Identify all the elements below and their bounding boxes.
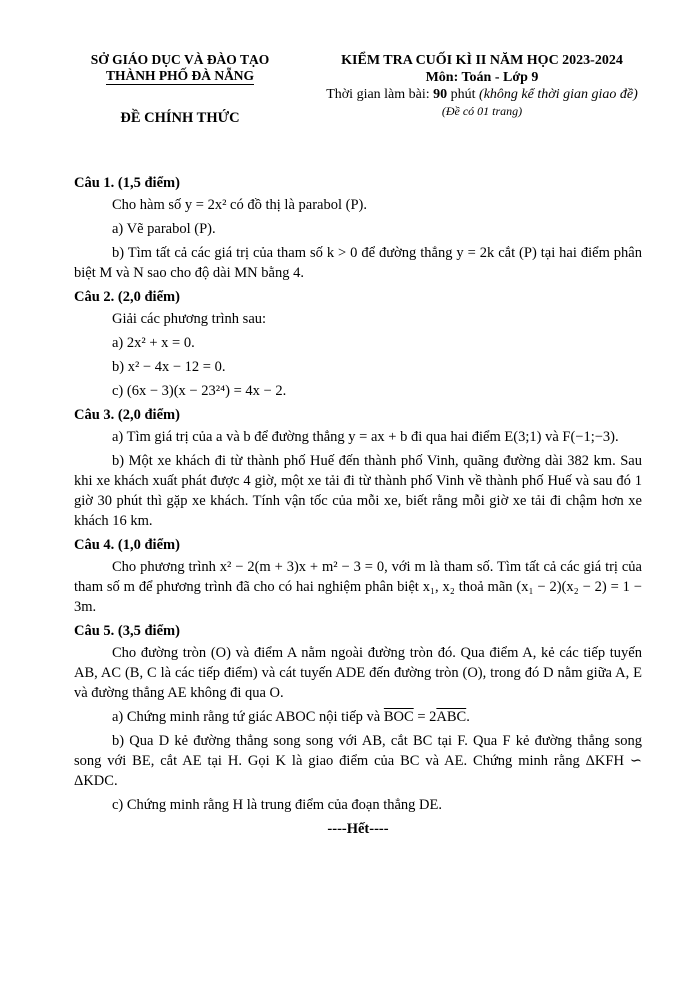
question-3-title: Câu 3. (2,0 điểm) bbox=[74, 407, 180, 423]
question-1-intro: Cho hàm số y = 2x² có đồ thị là parabol (P). bbox=[112, 197, 367, 213]
exam-content bbox=[74, 170, 642, 839]
question-2a: a) 2x² + x = 0. bbox=[112, 335, 195, 351]
question-1a: a) Vẽ parabol (P). bbox=[112, 221, 216, 237]
end-marker: ----Hết---- bbox=[327, 821, 389, 837]
arc-abc: $\overline{ABC}$ bbox=[436, 709, 467, 725]
question-1b: b) Tìm tất cả các giá trị của tham số k > 0 để đường thẳng y = 2k cắt (P) tại hai điểm phân biệt M và N sao cho độ dài MN bằng 4. bbox=[74, 245, 642, 281]
arc-boc: $\overline{BOC}$ bbox=[383, 709, 414, 725]
question-4-body: Cho phương trình x² − 2(m + 3)x + m² − 3 = 0, với m là tham số. Tìm tất cả các giá trị của tham số m để phương trình đã cho có hai nghiệm phân biệt x₁, x₂ thoả mãn (x₁ − 2)(x₂ − 2) = 1 − 3m. bbox=[74, 559, 642, 615]
official-label: ĐỀ CHÍNH THỨC bbox=[120, 110, 240, 126]
question-4-title: Câu 4. (1,0 điểm) bbox=[74, 537, 180, 553]
question-5c: c) Chứng minh rằng H là trung điểm của đoạn thẳng DE. bbox=[112, 797, 443, 813]
question-2c: c) (6x − 3)(x − 23²⁴) = 4x − 2. bbox=[112, 383, 287, 399]
subject-line: Môn: Toán - Lớp 9 bbox=[425, 70, 539, 85]
question-3a: a) Tìm giá trị của a và b để đường thẳng y = ax + b đi qua hai điểm E(3;1) và F(−1;−3). bbox=[112, 429, 619, 445]
department-name: SỞ GIÁO DỤC VÀ ĐÀO TẠO bbox=[90, 52, 270, 67]
question-1-title: Câu 1. (1,5 điểm) bbox=[74, 175, 180, 191]
exam-title: KIỂM TRA CUỐI KÌ II NĂM HỌC 2023-2024 bbox=[341, 53, 623, 68]
question-2b: b) x² − 4x − 12 = 0. bbox=[112, 359, 226, 375]
page-count: (Đề có 01 trang) bbox=[441, 104, 523, 118]
question-5-title: Câu 5. (3,5 điểm) bbox=[74, 623, 180, 639]
department-header bbox=[60, 52, 300, 85]
question-5b: b) Qua D kẻ đường thẳng song song với AB, cắt BC tại F. Qua F kẻ đường thẳng song song với BE, cắt AE tại H. Gọi K là giao điểm của BC và AE. Chứng minh rằng ΔKFH ∽ ΔKDC. bbox=[74, 733, 642, 789]
exam-header bbox=[292, 52, 672, 120]
question-2-intro: Giải các phương trình sau: bbox=[112, 311, 267, 327]
question-2-title: Câu 2. (2,0 điểm) bbox=[74, 289, 180, 305]
question-5a: a) Chứng minh rằng tứ giác ABOC nội tiếp và $\overline{BOC} = 2\overline{ABC}$. bbox=[112, 709, 470, 725]
city-name: THÀNH PHỐ ĐÀ NẴNG bbox=[105, 68, 255, 83]
question-3b: b) Một xe khách đi từ thành phố Huế đến thành phố Vinh, quãng đường dài 382 km. Sau khi xe khách xuất phát được 4 giờ, một xe tải đi từ thành phố Vinh về thành phố Huế và sau đó 1 giờ 30 phút thì gặp xe khách. Tính vận tốc của mỗi xe, biết rằng mỗi giờ xe tải đi chậm hơn xe khách 16 km. bbox=[74, 453, 642, 529]
time-line: Thời gian làm bài: 90 phút (không kể thời gian giao đề) bbox=[326, 87, 638, 102]
question-5-intro: Cho đường tròn (O) và điểm A nằm ngoài đường tròn đó. Qua điểm A, kẻ các tiếp tuyến AB, AC (B, C là các tiếp điểm) và cát tuyến ADE đến đường tròn (O), trong đó D nằm giữa A, E và đường thẳng AE không đi qua O. bbox=[74, 645, 642, 701]
